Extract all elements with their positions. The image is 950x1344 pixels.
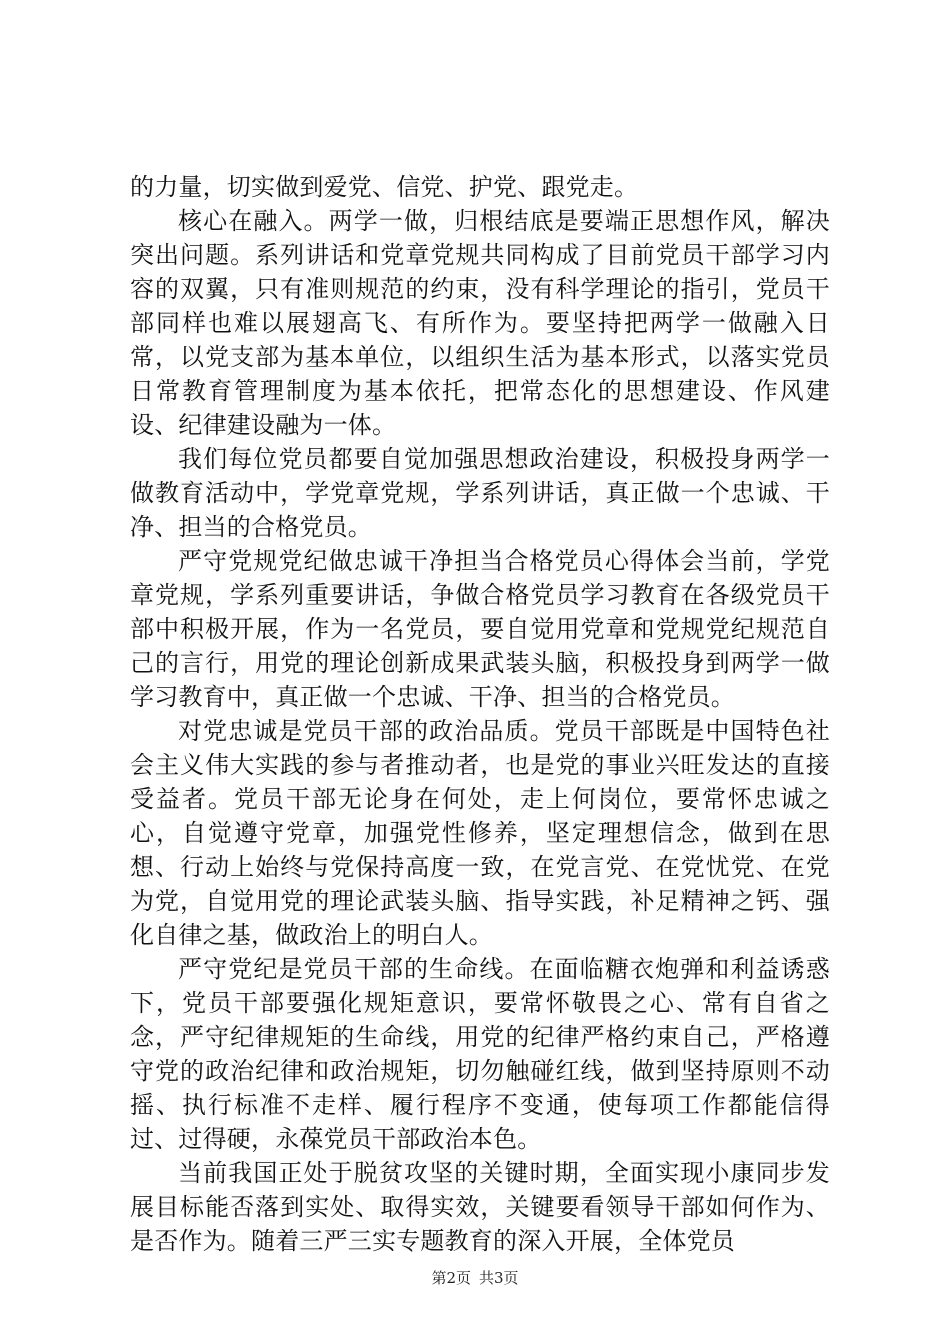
page-number-current: 第2页	[431, 1269, 471, 1287]
paragraph-political-building: 我们每位党员都要自觉加强思想政治建设，积极投身两学一做教育活动中，学党章党规，学系列讲话，真正做一个忠诚、干净、担当的合格党员。	[130, 445, 830, 541]
document-body	[130, 170, 830, 1258]
paragraph-loyalty: 对党忠诚是党员干部的政治品质。党员干部既是中国特色社会主义伟大实践的参与者推动者，也是党的事业兴旺发达的直接受益者。党员干部无论身在何处，走上何岗位，要常怀忠诚之心，自觉遵守党章，加强党性修养，坚定理想信念，做到在思想、行动上始终与党保持高度一致，在党言党、在党忧党、在党为党，自觉用党的理论武装头脑、指导实践，补足精神之钙、强化自律之基，做政治上的明白人。	[130, 717, 830, 949]
paragraph-core-integration: 核心在融入。两学一做，归根结底是要端正思想作风，解决突出问题。系列讲话和党章党规共同构成了目前党员干部学习内容的双翼，只有准则规范的约束，没有科学理论的指引，党员干部同样也难以展翅高飞、有所作为。要坚持把两学一做融入日常，以党支部为基本单位，以组织生活为基本形式，以落实党员日常教育管理制度为基本依托，把常态化的思想建设、作风建设、纪律建设融为一体。	[130, 207, 830, 439]
page-number-total: 共3页	[479, 1269, 519, 1287]
paragraph-continuation: 的力量，切实做到爱党、信党、护党、跟党走。	[130, 173, 639, 201]
paragraph-party-discipline-intro: 严守党规党纪做忠诚干净担当合格党员心得体会当前，学党章党规，学系列重要讲话，争做合格党员学习教育在各级党员干部中积极开展，作为一名党员，要自觉用党章和党规党纪规范自己的言行，用党的理论创新成果武装头脑，积极投身到两学一做学习教育中，真正做一个忠诚、干净、担当的合格党员。	[130, 547, 830, 711]
page-footer	[0, 1268, 950, 1288]
paragraph-discipline-lifeline: 严守党纪是党员干部的生命线。在面临糖衣炮弹和利益诱惑下，党员干部要强化规矩意识，要常怀敬畏之心、常有自省之念，严守纪律规矩的生命线，用党的纪律严格约束自己，严格遵守党的政治纪律和政治规矩，切勿触碰红线，做到坚持原则不动摇、执行标准不走样、履行程序不变通，使每项工作都能信得过、过得硬，永葆党员干部政治本色。	[130, 955, 830, 1153]
paragraph-poverty-alleviation: 当前我国正处于脱贫攻坚的关键时期，全面实现小康同步发展目标能否落到实处、取得实效，关键要看领导干部如何作为、是否作为。随着三严三实专题教育的深入开展，全体党员	[130, 1159, 830, 1255]
